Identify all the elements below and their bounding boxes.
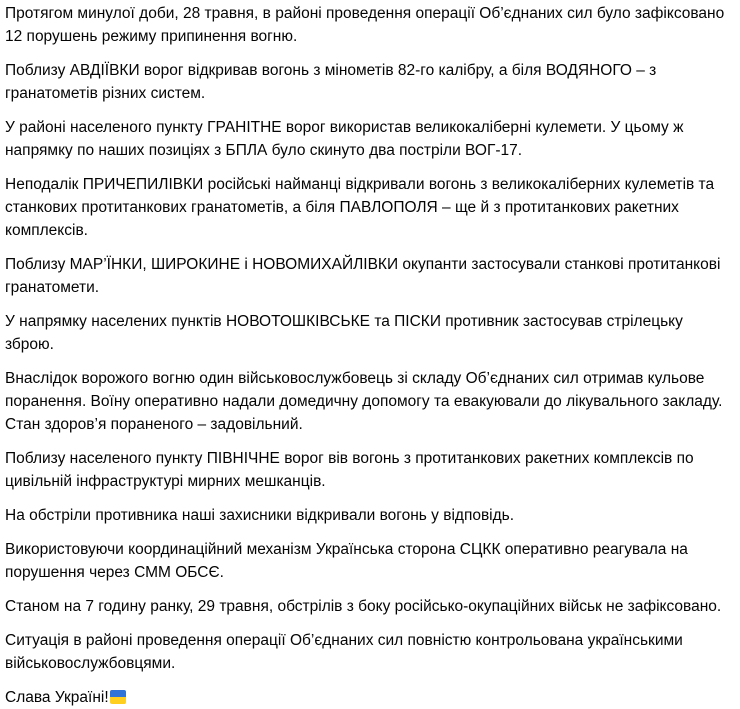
- ukraine-flag-icon: [110, 690, 126, 704]
- post-paragraph: Поблизу МАР’ЇНКИ, ШИРОКИНЕ і НОВОМИХАЙЛІВКИ окупанти застосували станкові протитанкові гранатомети.: [5, 256, 721, 296]
- post-paragraph: Поблизу АВДІЇВКИ ворог відкривав вогонь з мінометів 82-го калібру, а біля ВОДЯНОГО – з гранатометів різних систем.: [5, 62, 657, 102]
- post-paragraph: Неподалік ПРИЧЕПИЛІВКИ російські найманці відкривали вогонь з великокаліберних кулеметів та станкових протитанкових гранатометів, а біля ПАВЛОПОЛЯ – ще й з протитанкових ракетних комплексів.: [5, 176, 715, 239]
- post-paragraph: Протягом минулої доби, 28 травня, в районі проведення операції Об’єднаних сил було зафіксовано 12 порушень режиму припинення вогню.: [5, 5, 725, 45]
- post-paragraph: Станом на 7 годину ранку, 29 травня, обстрілів з боку російсько-окупаційних військ не зафіксовано.: [5, 598, 722, 615]
- post-paragraph: Використовуючи координаційний механізм Українська сторона СЦКК оперативно реагувала на порушення через СММ ОБСЄ.: [5, 541, 688, 581]
- post-paragraph: Поблизу населеного пункту ПІВНІЧНЕ ворог вів вогонь з протитанкових ракетних комплексів по цивільній інфраструктурі мирних мешканців.: [5, 450, 694, 490]
- post-paragraph: На обстріли противника наші захисники відкривали вогонь у відповідь.: [5, 507, 515, 524]
- post-paragraph: У районі населеного пункту ГРАНІТНЕ ворог використав великокаліберні кулемети. У цьому ж напрямку по наших позиціях з БПЛА було скинуто два постріли ВОГ-17.: [5, 119, 684, 159]
- post-paragraph: У напрямку населених пунктів НОВОТОШКІВСЬКЕ та ПІСКИ противник застосував стрілецьку зброю.: [5, 313, 683, 353]
- post-paragraph: Ситуація в районі проведення операції Об’єднаних сил повністю контрольована українськими військовослужбовцями.: [5, 632, 683, 672]
- post-closing-line: [5, 686, 732, 709]
- post-closing-text: Слава Україні!: [5, 689, 109, 706]
- post-paragraph: Внаслідок ворожого вогню один військовослужбовець зі складу Об’єднаних сил отримав кульове поранення. Воїну оперативно надали домедичну допомогу та евакуювали до лікувального закладу. Стан здоров’я пораненого – задовільний.: [5, 370, 723, 433]
